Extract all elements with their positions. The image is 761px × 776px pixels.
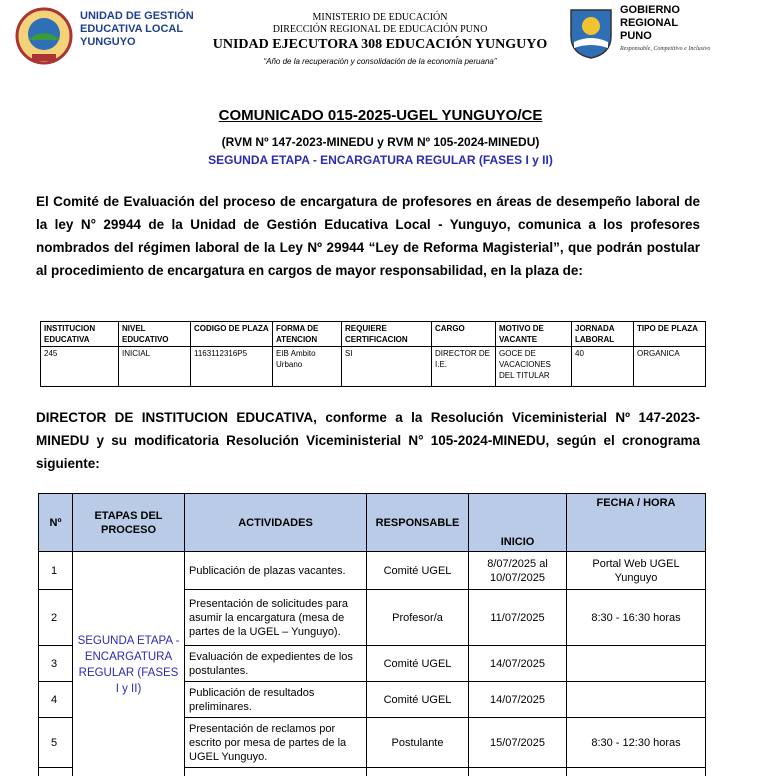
start-cell: [469, 768, 567, 776]
regional-government-name: GOBIERNO REGIONAL PUNO: [620, 4, 680, 42]
header-activities: ACTIVIDADES: [185, 494, 367, 552]
header-num: Nº: [39, 494, 73, 552]
stage-cell: SEGUNDA ETAPA - ENCARGATURA REGULAR (FASES I y II): [73, 552, 185, 776]
plaza-cell: DIRECTOR DE I.E.: [432, 347, 496, 387]
schedule-header-row: [39, 494, 706, 552]
plaza-header-cell: JORNADA LABORAL: [572, 322, 634, 347]
plaza-header-cell: REQUIERE CERTIFICACION: [342, 322, 432, 347]
row-number: [39, 768, 73, 776]
plaza-header-cell: TIPO DE PLAZA: [634, 322, 706, 347]
responsible-cell: [367, 768, 469, 776]
start-cell: 15/07/2025: [469, 718, 567, 768]
legal-reference: (RVM Nº 147-2023-MINEDU y RVM Nº 105-2024-MINEDU): [221, 135, 540, 149]
row-number: 4: [39, 682, 73, 718]
header-responsible: RESPONSABLE: [367, 494, 469, 552]
plaza-header-cell: NIVEL EDUCATIVO: [119, 322, 191, 347]
responsible-cell: Comité UGEL: [367, 646, 469, 682]
ministry-name: MINISTERIO DE EDUCACIÓN: [312, 12, 448, 23]
row-number: 2: [39, 590, 73, 646]
plaza-data-row: [41, 347, 706, 387]
plaza-cell: EIB Ambito Urbano: [273, 347, 342, 387]
plaza-table: [40, 321, 706, 387]
schedule-row: [39, 552, 706, 590]
plaza-header-cell: INSTITUCION EDUCATIVA: [41, 322, 119, 347]
activity-cell: Evaluación de expedientes de los postulantes.: [185, 646, 367, 682]
plaza-cell: 40: [572, 347, 634, 387]
date-time-cell: 8:30 - 16:30 horas: [567, 590, 706, 646]
stage-subtitle: SEGUNDA ETAPA - ENCARGATURA REGULAR (FASES I y II): [208, 153, 553, 167]
header-start: INICIO: [469, 494, 567, 552]
activity-cell: Presentación de solicitudes para asumir la encargatura (mesa de partes de la UGEL – Yunguyo).: [185, 590, 367, 646]
responsible-cell: Profesor/a: [367, 590, 469, 646]
activity-cell: Presentación de reclamos por escrito por mesa de partes de la UGEL Yunguyo.: [185, 718, 367, 768]
plaza-cell: 1163112316P5: [191, 347, 273, 387]
plaza-header-cell: CARGO: [432, 322, 496, 347]
plaza-header-row: [41, 322, 706, 347]
activity-cell: Publicación de plazas vacantes.: [185, 552, 367, 590]
schedule-table: [38, 493, 706, 776]
activity-cell: [185, 768, 367, 776]
plaza-header-cell: FORMA DE ATENCION: [273, 322, 342, 347]
row-number: 1: [39, 552, 73, 590]
document-title: COMUNICADO 015-2025-UGEL YUNGUYO/CE: [218, 107, 543, 124]
responsible-cell: Comité UGEL: [367, 682, 469, 718]
responsible-cell: Comité UGEL: [367, 552, 469, 590]
ugel-yunguyo-logo: [14, 6, 74, 66]
activity-cell: Publicación de resultados preliminares.: [185, 682, 367, 718]
date-time-cell: [567, 682, 706, 718]
intro-paragraph: El Comité de Evaluación del proceso de encargatura de profesores en áreas de desempeño laboral de la ley N° 29944 de la Unidad de Gestión Educativa Local - Yunguyo, comunica a los profesores nombrados del régimen laboral de la Ley Nº 29944 “Ley de Reforma Magisterial”, que podrán postular al procedimiento de encargatura en cargos de mayor responsabilidad, en la plaza de:: [36, 194, 700, 278]
date-time-cell: Portal Web UGEL Yunguyo: [567, 552, 706, 590]
plaza-cell: GOCE DE VACACIONES DEL TITULAR: [496, 347, 572, 387]
plaza-cell: SI: [342, 347, 432, 387]
ugel-name: UNIDAD DE GESTIÓN EDUCATIVA LOCAL YUNGUYO: [80, 10, 194, 48]
gobierno-regional-puno-logo: [566, 4, 616, 60]
plaza-cell: INICIAL: [119, 347, 191, 387]
plaza-header-cell: MOTIVO DE VACANTE: [496, 322, 572, 347]
regional-direction: DIRECCIÓN REGIONAL DE EDUCACIÓN PUNO: [272, 24, 488, 35]
plaza-cell: ORGANICA: [634, 347, 706, 387]
date-time-cell: [567, 646, 706, 682]
date-time-cell: [567, 768, 706, 776]
header-date-time: FECHA / HORA: [567, 494, 706, 552]
start-cell: 8/07/2025 al 10/07/2025: [469, 552, 567, 590]
plaza-cell: 245: [41, 347, 119, 387]
date-time-cell: 8:30 - 12:30 horas: [567, 718, 706, 768]
start-cell: 14/07/2025: [469, 682, 567, 718]
start-cell: 11/07/2025: [469, 590, 567, 646]
plaza-header-cell: CODIGO DE PLAZA: [191, 322, 273, 347]
executing-unit: UNIDAD EJECUTORA 308 EDUCACIÓN YUNGUYO: [212, 37, 548, 52]
start-cell: 14/07/2025: [469, 646, 567, 682]
row-number: 3: [39, 646, 73, 682]
schedule-intro-paragraph: DIRECTOR DE INSTITUCION EDUCATIVA, conforme a la Resolución Viceministerial Nº 147-2023-MINEDU y su modificatoria Resolución Viceministerial N° 105-2024-MINEDU, según el cronograma siguiente:: [36, 410, 700, 471]
header-center: [190, 12, 570, 67]
year-motto: “Año de la recuperación y consolidación de la economía peruana”: [263, 57, 497, 66]
header-stage: ETAPAS DEL PROCESO: [73, 494, 185, 552]
regional-slogan: Responsable, Competitivo e Inclusivo: [620, 46, 711, 52]
responsible-cell: Postulante: [367, 718, 469, 768]
row-number: 5: [39, 718, 73, 768]
